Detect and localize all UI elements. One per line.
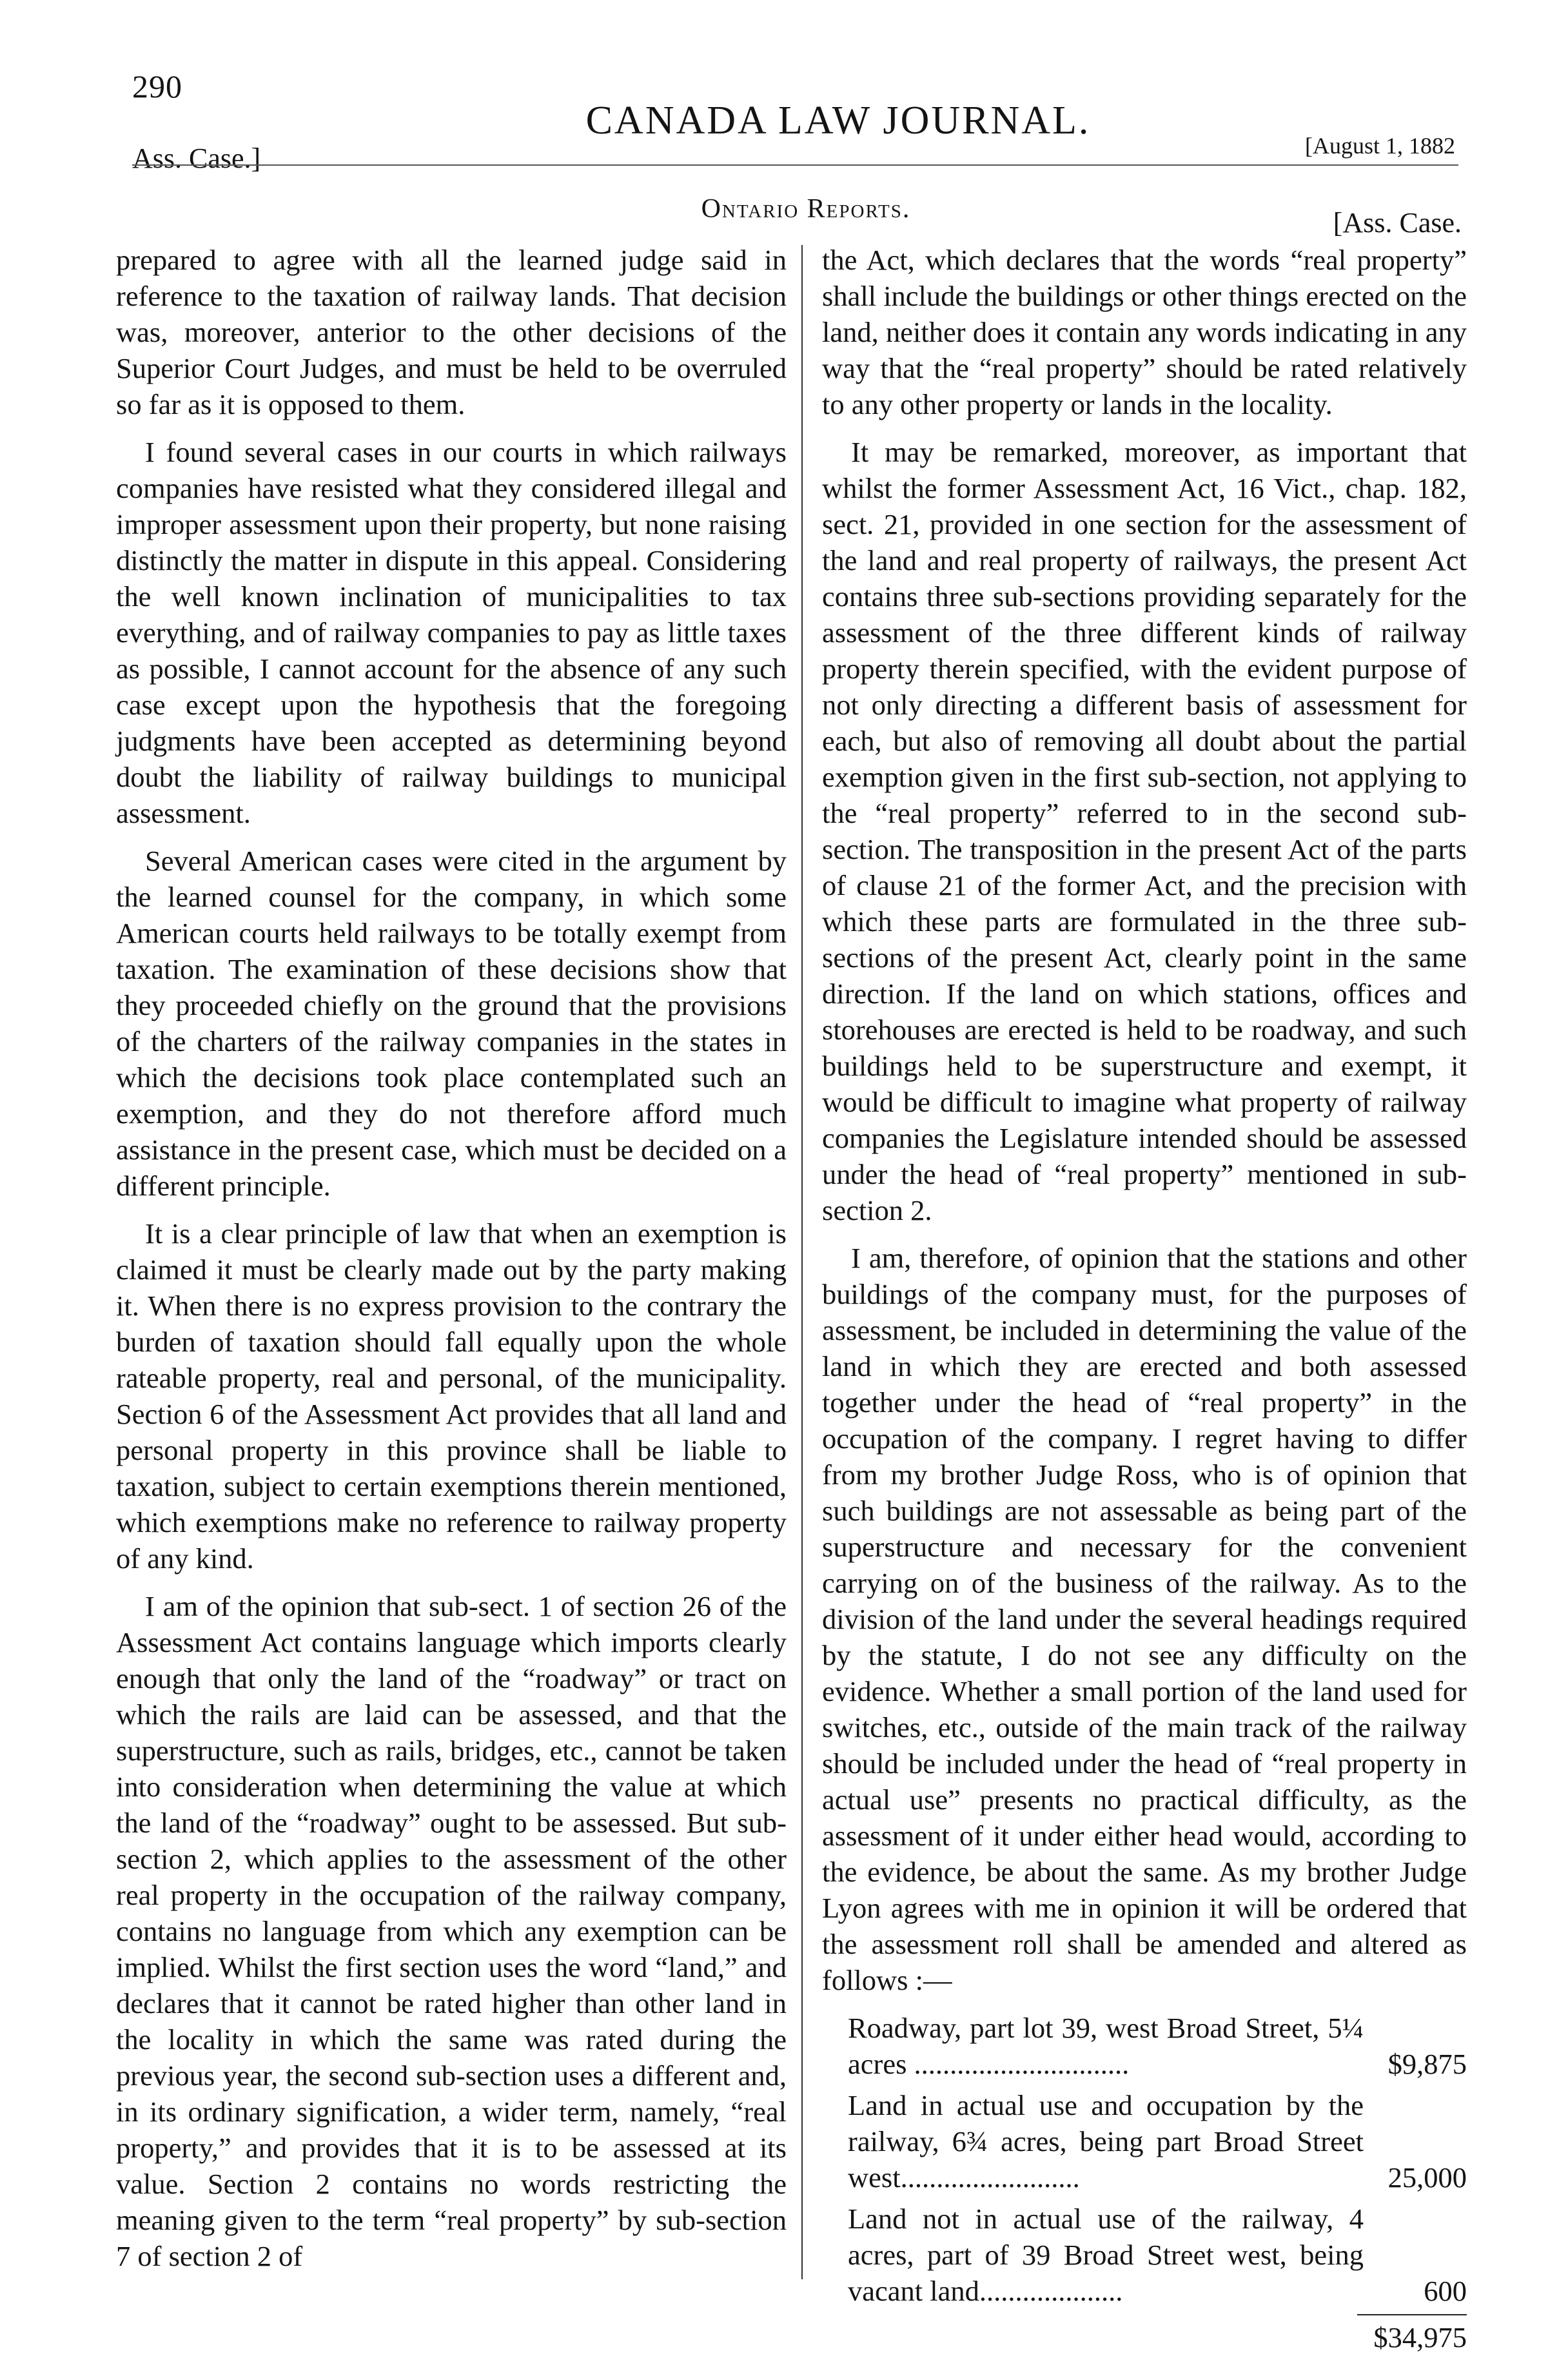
paragraph: I am, therefore, of opinion that the stations and other buildings of the company must, for the purposes of assessment, be included in determining the value of the land in which they are erected and both assessed together under the head of “real property” in the occupation of the company. I regret having to differ from my brother Judge Ross, who is of opinion that such buildings are not assessable as being part of the superstructure and necessary for the convenient carrying on of the business of the railway. As to the division of the land under the several headings required by the statute, I do not see any difficulty on the evidence. Whether a small portion of the land used for switches, etc., outside of the main track of the railway should be included under the head of “real property in actual use” presents no practical difficulty, as the assessment of it under either head would, according to the evidence, be about the same. As my brother Judge Lyon agrees with me in opinion it will be ordered that the assessment roll shall be amended and altered as follows :— (822, 1242, 1467, 1996)
paragraph: the Act, which declares that the words “real property” shall include the buildings or other things erected on the land, neither does it contain any words indicating in any way that the “real property” should be rated relatively to any other property or lands in the locality. (822, 244, 1467, 420)
section-title: Ontario Reports. (701, 194, 911, 224)
assessment-schedule (822, 2010, 1467, 2355)
paragraph: Several American cases were cited in the argument by the learned counsel for the company, in which some American courts held railways to be totally exempt from taxation. The examination of these decisions show that they proceeded chiefly on the ground that the provisions of the charters of the railway companies in the states in which the decisions took place contemplated such an exemption, and they do not therefore afford much assistance in the present case, which must be decided on a different principle. (116, 845, 787, 1202)
paragraph: It may be remarked, moreover, as important that whilst the former Assessment Act, 16 Vict., chap. 182, sect. 21, provided in one section for the assessment of the land and real property of railways, the present Act contains three sub-sections providing separately for the assessment of the three different kinds of railway property therein specified, with the evident purpose of not only directing a different basis of assessment for each, but also of removing all doubt about the partial exemption given in the first sub-section, not applying to the “real property” referred to in the second sub-section. The transposition in the present Act of the parts of clause 21 of the former Act, and the precision with which these parts are formulated in the three sub-sections of the present Act, clearly point in the same direction. If the land on which stations, offices and storehouses are erected is held to be roadway, and such buildings held to be superstructure and exempt, it would be difficult to imagine what property of railway companies the Legislature intended should be assessed under the head of “real property” mentioned in sub-section 2. (822, 436, 1467, 1226)
paragraph: prepared to agree with all the learned judge said in reference to the taxation of railway lands. That decision was, moreover, anterior to the other decisions of the Superior Court Judges, and must be held to be overruled so far as it is opposed to them. (116, 244, 787, 420)
column-divider (801, 245, 803, 2279)
total-rule (1357, 2314, 1467, 2315)
schedule-row (822, 2087, 1467, 2195)
schedule-row (822, 2010, 1467, 2082)
header-rule (132, 164, 1458, 166)
schedule-amount: $9,875 (1387, 2048, 1467, 2080)
schedule-description: Land not in actual use of the railway, 4 acres, part of 39 Broad Street west, being vacant land.................... (848, 2203, 1364, 2307)
case-label-left: Ass. Case.] (132, 142, 261, 174)
case-label-right: [Ass. Case. (1333, 207, 1462, 239)
schedule-amount: 25,000 (1387, 2161, 1467, 2194)
paragraph: I am of the opinion that sub-sect. 1 of section 26 of the Assessment Act contains language which imports clearly enough that only the land of the “roadway” or tract on which the rails are laid can be assessed, and that the superstructure, such as rails, bridges, etc., cannot be taken into consideration when determining the value at which the land of the “roadway” ought to be assessed. But sub-section 2, which applies to the assessment of the other real property in the occupation of the railway company, contains no language from which any exemption can be implied. Whilst the first section uses the word “land,” and declares that it cannot be rated higher than other land in the locality in which the same was rated during the previous year, the second sub-section uses a different and, in its ordinary signification, a wider term, namely, “real property,” and provides that it is to be assessed at its value. Section 2 contains no words restricting the meaning given to the term “real property” by sub-section 7 of section 2 of (116, 1590, 787, 2272)
schedule-amount: 600 (1424, 2275, 1467, 2307)
journal-title: CANADA LAW JOURNAL. (585, 99, 1091, 142)
schedule-total: $34,975 (1373, 2321, 1467, 2353)
schedule-description: Land in actual use and occupation by the railway, 6¾ acres, being part Broad Street west......................... (848, 2089, 1364, 2194)
schedule-description: Roadway, part lot 39, west Broad Street, 5¼ acres .............................. (848, 2012, 1364, 2080)
right-column (822, 242, 1467, 2355)
issue-date: [August 1, 1882 (1305, 133, 1455, 159)
left-column (116, 242, 787, 2286)
paragraph: It is a clear principle of law that when an exemption is claimed it must be clearly made out by the party making it. When there is no express provision to the contrary the burden of taxation should fall equally upon the whole rateable property, real and personal, of the municipality. Section 6 of the Assessment Act provides that all land and personal property in this province shall be liable to taxation, subject to certain exemptions therein mentioned, which exemptions make no reference to railway property of any kind. (116, 1217, 787, 1575)
schedule-row (822, 2201, 1467, 2309)
page-number: 290 (132, 68, 182, 104)
paragraph: I found several cases in our courts in which railways companies have resisted what they considered illegal and improper assessment upon their property, but none raising distinctly the matter in dispute in this appeal. Considering the well known inclination of municipalities to tax everything, and of railway companies to pay as little taxes as possible, I cannot account for the absence of any such case except upon the hypothesis that the foregoing judgments have been accepted as determining beyond doubt the liability of railway buildings to municipal assessment. (116, 436, 787, 829)
